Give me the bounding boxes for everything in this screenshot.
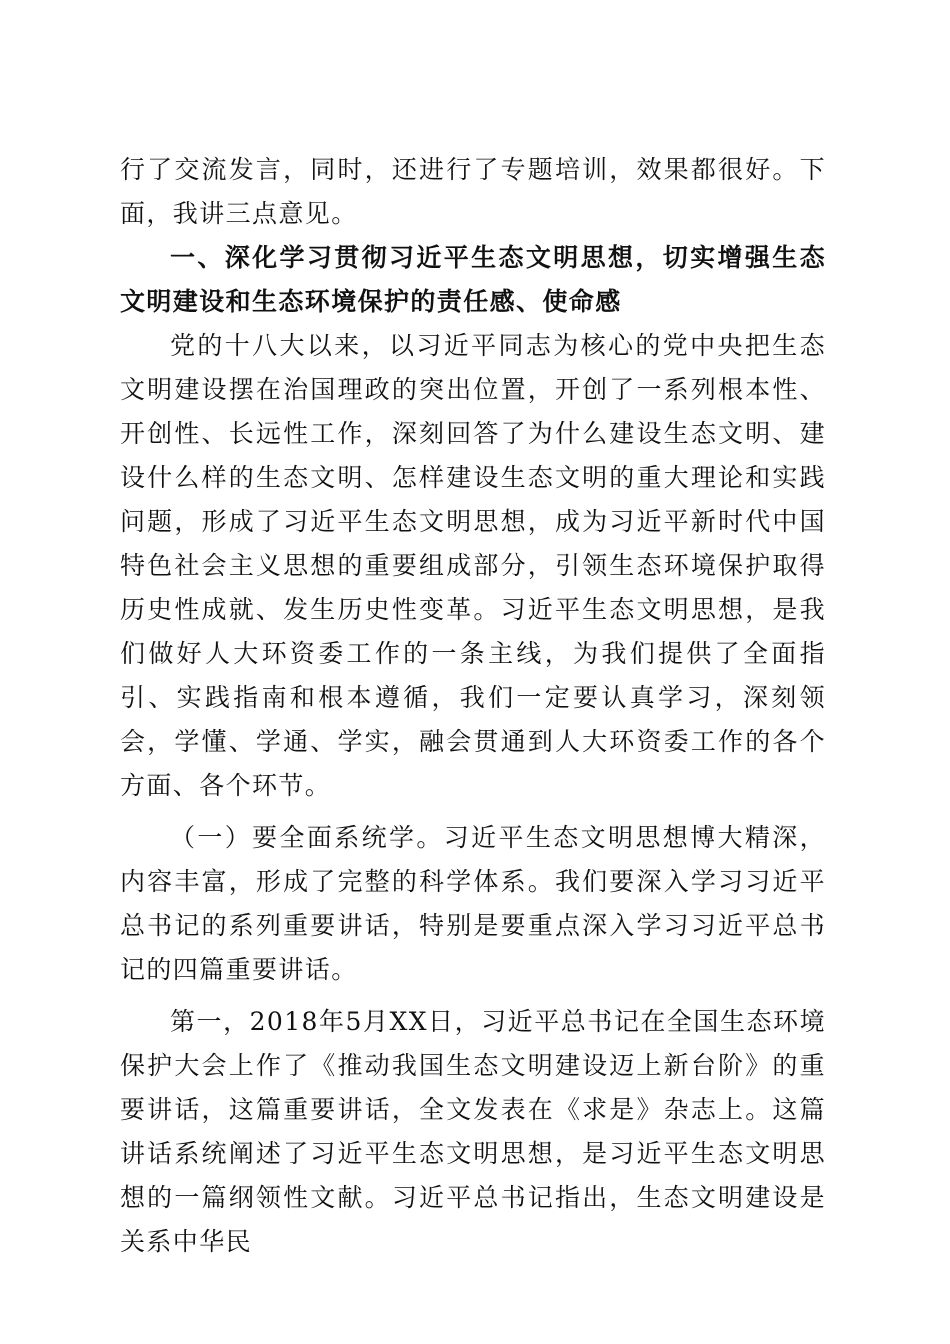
- subsection-1-body: 习近平生态文明思想博大精深，内容丰富，形成了完整的科学体系。我们要深入学习习近平总书记的系列重要讲话，特别是要重点深入学习习近平总书记的四篇重要讲话。: [120, 823, 826, 984]
- paragraph-section-1-body: 党的十八大以来，以习近平同志为核心的党中央把生态文明建设摆在治国理政的突出位置，开创了一系列根本性、开创性、长远性工作，深刻回答了为什么建设生态文明、建设什么样的生态文明、怎样建设生态文明的重大理论和实践问题，形成了习近平生态文明思想，成为习近平新时代中国特色社会主义思想的重要组成部分，引领生态环境保护取得历史性成就、发生历史性变革。习近平生态文明思想，是我们做好人大环资委工作的一条主线，为我们提供了全面指引、实践指南和根本遵循，我们一定要认真学习，深刻领会，学懂、学通、学实，融会贯通到人大环资委工作的各个方面、各个环节。: [120, 331, 826, 800]
- paragraph-intro-continuation: 行了交流发言，同时，还进行了专题培训，效果都很好。下面，我讲三点意见。: [120, 155, 826, 228]
- paragraph-first-speech: 第一，2018年5月XX日，习近平总书记在全国生态环境保护大会上作了《推动我国生态文明建设迈上新台阶》的重要讲话，这篇重要讲话，全文发表在《求是》杂志上。这篇讲话系统阐述了习近平生态文明思想，是习近平生态文明思想的一篇纲领性文献。习近平总书记指出，生态文明建设是关系中华民: [120, 1007, 826, 1256]
- paragraph-subsection-1: [120, 816, 826, 992]
- document-body: [120, 148, 826, 1264]
- subsection-heading-1: （一）要全面系统学。: [170, 823, 444, 852]
- section-heading-1: 一、深化学习贯彻习近平生态文明思想，切实增强生态文明建设和生态环境保护的责任感、使命感: [120, 243, 826, 316]
